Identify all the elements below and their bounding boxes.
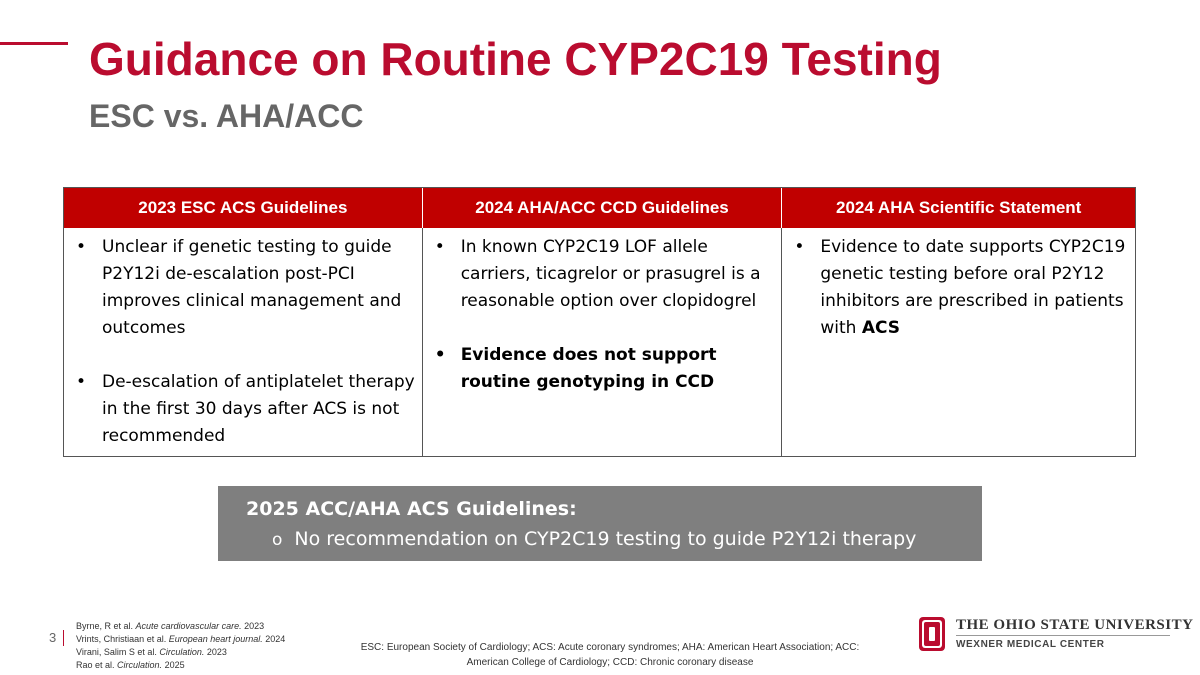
table-header-row — [64, 188, 1136, 229]
callout-heading: 2025 ACC/AHA ACS Guidelines: — [246, 498, 577, 520]
table-header-aha-acc-ccd: 2024 AHA/ACC CCD Guidelines — [422, 188, 782, 229]
logo-university-name: THE OHIO STATE UNIVERSITY — [956, 617, 1194, 633]
references — [76, 620, 285, 672]
reference-year: 2023 — [241, 621, 265, 631]
callout-item-text: No recommendation on CYP2C19 testing to guide P2Y12i therapy — [294, 528, 917, 550]
list-item: • In known CYP2C19 LOF allele carriers, ticagrelor or prasugrel is a reasonable option over clopidogrel — [429, 234, 778, 315]
reference-item — [76, 633, 285, 646]
reference-authors: Rao et al. — [76, 660, 118, 670]
list-item: • De-escalation of antiplatelet therapy in the first 30 days after ACS is not recommended — [70, 369, 418, 450]
slide-title: Guidance on Routine CYP2C19 Testing — [89, 33, 942, 85]
reference-item — [76, 659, 285, 672]
callout-item — [272, 528, 916, 550]
page-number: 3 — [49, 630, 57, 645]
reference-item — [76, 620, 285, 633]
table-cell-esc — [64, 228, 423, 457]
reference-journal: Circulation. — [117, 660, 163, 670]
block-o-icon — [918, 616, 946, 652]
callout-box — [218, 486, 982, 561]
slide-subtitle: ESC vs. AHA/ACC — [89, 98, 364, 134]
reference-year: 2024 — [262, 634, 286, 644]
list-item — [788, 234, 1131, 342]
list-item: • Unclear if genetic testing to guide P2Y12i de-escalation post-PCI improves clinical management and outcomes — [70, 234, 418, 342]
title-accent-line — [0, 42, 68, 45]
logo-divider — [956, 635, 1170, 636]
reference-authors: Vrints, Christiaan et al. — [76, 634, 169, 644]
page-number-divider — [63, 630, 64, 646]
list-item: • Evidence does not support routine genotyping in CCD — [429, 342, 778, 396]
table-header-esc: 2023 ESC ACS Guidelines — [64, 188, 423, 229]
reference-year: 2023 — [204, 647, 227, 657]
reference-authors: Virani, Salim S et al. — [76, 647, 160, 657]
abbreviations-footnote: ESC: European Society of Cardiology; ACS: Acute coronary syndromes; AHA: American Heart Association; ACC: American College of Cardiology; CCD: Chronic coronary disease — [360, 642, 860, 668]
table-cell-aha-acc-ccd — [422, 228, 782, 457]
reference-journal: European heart journal. — [168, 634, 263, 644]
list-item-text: Evidence to date supports CYP2C19 genetic testing before oral P2Y12 inhibitors are prescribed in patients with — [820, 237, 1126, 338]
table-row — [64, 228, 1136, 457]
table-cell-aha-statement — [782, 228, 1136, 457]
reference-authors: Byrne, R et al. — [76, 621, 136, 631]
logo-center-name: WEXNER MEDICAL CENTER — [956, 639, 1105, 650]
list-item-emphasis: ACS — [861, 318, 901, 338]
bullet-list — [429, 234, 778, 396]
reference-year: 2025 — [162, 660, 185, 670]
reference-journal: Circulation. — [159, 647, 205, 657]
guidelines-table — [63, 187, 1136, 457]
bullet-list — [70, 234, 418, 450]
reference-item — [76, 646, 285, 659]
osu-wexner-logo — [918, 614, 1194, 654]
reference-journal: Acute cardiovascular care. — [135, 621, 242, 631]
table-header-aha-statement: 2024 AHA Scientific Statement — [782, 188, 1136, 229]
callout-bullet-marker: o — [272, 530, 283, 550]
bullet-list — [788, 234, 1131, 342]
